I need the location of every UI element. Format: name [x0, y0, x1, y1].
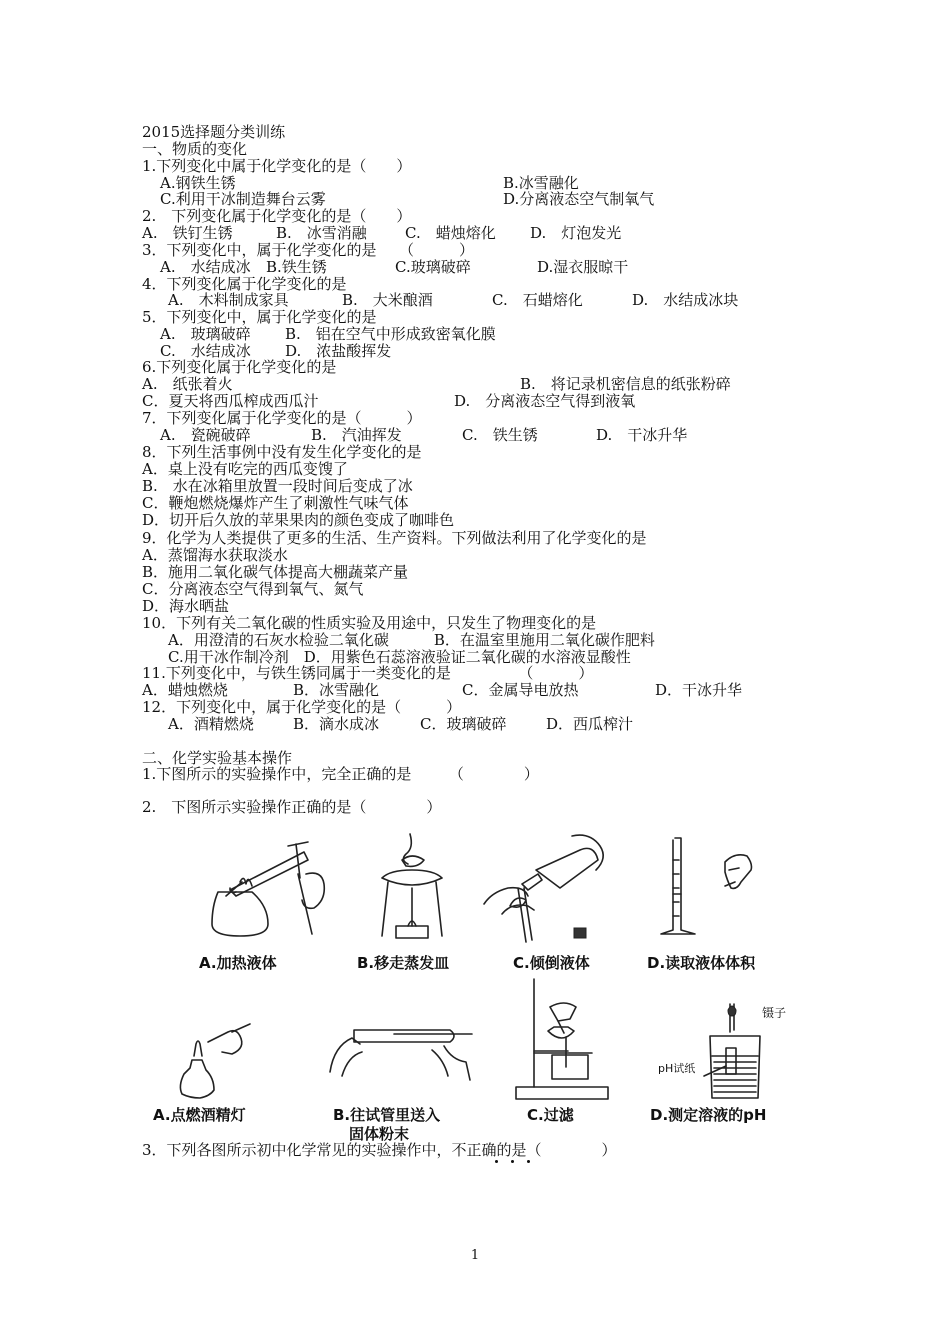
q5-option-a: A. 玻璃破碎	[160, 325, 251, 343]
fig2-caption-b-line2: 固体粉末	[349, 1125, 410, 1143]
q4-option-d: D. 水结成冰块	[632, 291, 739, 309]
q6-option-c: C．夏天将西瓜榨成西瓜汁	[142, 392, 319, 410]
emphasis-dot	[527, 1160, 530, 1163]
ph-paper-label: pH试纸	[658, 1062, 696, 1075]
fig2-caption-b-line1: B.往试管里送入	[333, 1106, 441, 1124]
q6-option-b: B. 将记录机密信息的纸张粉碎	[520, 375, 731, 393]
section2-heading: 二、化学实验基本操作	[142, 749, 293, 767]
fig1-caption-b: B.移走蒸发皿	[357, 954, 450, 972]
q2-option-c: C. 蜡烛熔化	[405, 224, 496, 242]
q5-option-b: B. 铝在空气中形成致密氧化膜	[285, 325, 496, 343]
q5-stem: 5．下列变化中，属于化学变化的是	[142, 308, 377, 326]
q1-option-b: B.冰雪融化	[503, 174, 579, 192]
q5-option-d: D. 浓盐酸挥发	[285, 342, 392, 360]
q2-option-b: B. 冰雪消融	[276, 224, 367, 242]
q9-option-d: D．海水晒盐	[142, 597, 230, 615]
q12-option-d: D．西瓜榨汁	[546, 715, 634, 733]
q1-option-c: C.利用干冰制造舞台云雾	[160, 190, 326, 208]
q11-option-d: D．干冰升华	[655, 681, 743, 699]
q12-option-c: C．玻璃破碎	[420, 715, 507, 733]
fig2-caption-d: D.测定溶液的pH	[650, 1106, 767, 1124]
fig1-caption-a: A.加热液体	[199, 954, 277, 972]
q8-option-c: C．鞭炮燃烧爆炸产生了刺激性气味气体	[142, 494, 409, 512]
q8-option-a: A．桌上没有吃完的西瓜变馊了	[142, 460, 348, 478]
q8-option-d: D．切开后久放的苹果果肉的颜色变成了咖啡色	[142, 511, 455, 529]
q11-option-a: A．蜡烛燃烧	[142, 681, 228, 699]
q7-stem: 7．下列变化属于化学变化的是（ ）	[142, 409, 422, 427]
q11-option-c: C．金属导电放热	[462, 681, 579, 699]
lighting-alcohol-lamp-illustration	[170, 1020, 260, 1100]
q12-stem: 12．下列变化中，属于化学变化的是（ ）	[142, 698, 462, 716]
s2-q1-stem: 1.下图所示的实验操作中，完全正确的是 （ ）	[142, 765, 539, 783]
tweezers-label: 镊子	[762, 1006, 787, 1020]
q3-option-b: B.铁生锈	[266, 258, 327, 276]
emphasis-dot	[511, 1160, 514, 1163]
adding-powder-illustration	[324, 1016, 474, 1096]
q10-options-cd: C.用干冰作制冷剂 D．用紫色石蕊溶液验证二氧化碳的水溶液显酸性	[168, 648, 631, 666]
q11-option-b: B．冰雪融化	[293, 681, 380, 699]
q2-option-a: A. 铁钉生锈	[142, 224, 233, 242]
q12-option-a: A．酒精燃烧	[168, 715, 254, 733]
reading-volume-illustration	[655, 830, 765, 942]
q4-option-a: A. 木料制成家具	[168, 291, 289, 309]
s2-q3-stem: 3．下列各图所示初中化学常见的实验操作中，不正确的是（ ）	[142, 1141, 617, 1159]
fig2-caption-a: A.点燃酒精灯	[153, 1106, 246, 1124]
emphasis-dot	[495, 1160, 498, 1163]
q9-option-c: C．分离液态空气得到氧气、氮气	[142, 580, 364, 598]
filtration-illustration	[512, 975, 612, 1103]
q7-option-a: A. 瓷碗破碎	[160, 426, 251, 444]
q8-option-b: B. 水在冰箱里放置一段时间后变成了冰	[142, 477, 413, 495]
q4-option-c: C. 石蜡熔化	[492, 291, 583, 309]
q3-option-c: C.玻璃破碎	[395, 258, 471, 276]
q1-stem: 1.下列变化中属于化学变化的是（ ）	[142, 157, 412, 175]
q10-stem: 10．下列有关二氧化碳的性质实验及用途中，只发生了物理变化的是	[142, 614, 597, 632]
q6-option-a: A. 纸张着火	[142, 375, 233, 393]
q7-option-c: C. 铁生锈	[462, 426, 538, 444]
q3-stem: 3．下列变化中，属于化学变化的是 （ ）	[142, 241, 475, 259]
q1-option-a: A.钢铁生锈	[160, 174, 236, 192]
page-number: 1	[470, 1248, 480, 1263]
q12-option-b: B．滴水成冰	[293, 715, 380, 733]
fig1-caption-c: C.倾倒液体	[513, 954, 590, 972]
q9-stem: 9．化学为人类提供了更多的生活、生产资料。下列做法利用了化学变化的是	[142, 529, 647, 547]
q9-option-b: B．施用二氧化碳气体提高大棚蔬菜产量	[142, 563, 409, 581]
evaporating-dish-illustration	[378, 830, 448, 942]
q2-stem: 2. 下列变化属于化学变化的是（ ）	[142, 207, 412, 225]
fig2-caption-c: C.过滤	[527, 1106, 574, 1124]
q5-option-c: C. 水结成冰	[160, 342, 251, 360]
s2-q2-stem: 2. 下图所示实验操作正确的是（ ）	[142, 798, 442, 816]
q9-option-a: A．蒸馏海水获取淡水	[142, 546, 288, 564]
q6-option-d: D. 分离液态空气得到液氧	[454, 392, 636, 410]
document-title: 2015选择题分类训练	[142, 123, 286, 141]
q11-stem: 11.下列变化中，与铁生锈同属于一类变化的是 （ ）	[142, 664, 594, 682]
q7-option-d: D. 干冰升华	[596, 426, 688, 444]
q3-option-d: D.湿衣服晾干	[537, 258, 629, 276]
q1-option-d: D.分离液态空气制氧气	[503, 190, 655, 208]
q2-option-d: D. 灯泡发光	[530, 224, 622, 242]
q3-option-a: A. 水结成冰	[160, 258, 251, 276]
section1-heading: 一、物质的变化	[142, 140, 248, 158]
q10-options-ab: A．用澄清的石灰水检验二氧化碳 B．在温室里施用二氧化碳作肥料	[168, 631, 655, 649]
q7-option-b: B. 汽油挥发	[311, 426, 402, 444]
heating-liquid-illustration	[200, 830, 340, 942]
fig1-caption-d: D.读取液体体积	[647, 954, 756, 972]
q8-stem: 8．下列生活事例中没有发生化学变化的是	[142, 443, 422, 461]
pouring-liquid-illustration	[482, 830, 612, 942]
q6-stem: 6.下列变化属于化学变化的是	[142, 358, 337, 376]
q4-option-b: B. 大米酿酒	[342, 291, 433, 309]
q4-stem: 4．下列变化属于化学变化的是	[142, 275, 347, 293]
